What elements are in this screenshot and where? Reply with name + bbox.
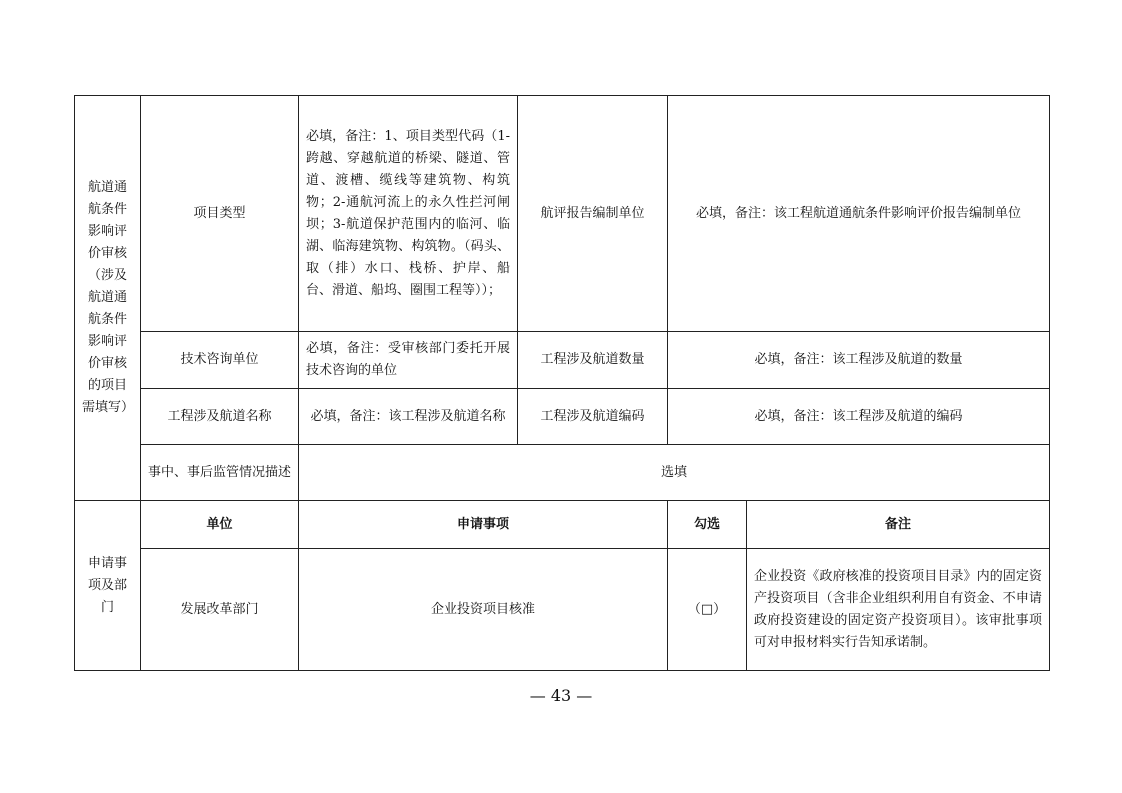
field-report-unit-label: 航评报告编制单位 <box>518 96 668 332</box>
header-unit: 单位 <box>141 501 299 549</box>
checkbox-cell[interactable]: （□） <box>668 549 747 671</box>
cell-remark: 企业投资《政府核准的投资项目目录》内的固定资产投资项目（含非企业组织利用自有资金、不申请政府投资建设的固定资产投资项目）。该审批事项可对申报材料实行告知承诺制。 <box>747 549 1050 671</box>
page-number: — 43 — <box>529 686 593 705</box>
category-waterway-review: 航道通航条件影响评价审核（涉及航道通航条件影响评价审核的项目需填写） <box>75 96 141 501</box>
header-matter: 申请事项 <box>299 501 668 549</box>
table-row <box>75 549 1050 671</box>
field-consult-unit-label: 技术咨询单位 <box>141 332 299 389</box>
table-row <box>75 389 1050 445</box>
cell-unit: 发展改革部门 <box>141 549 299 671</box>
field-supervision-note: 选填 <box>299 445 1050 501</box>
table-header-row <box>75 501 1050 549</box>
field-waterway-name-label: 工程涉及航道名称 <box>141 389 299 445</box>
field-project-type-note: 必填，备注：1、项目类型代码（1-跨越、穿越航道的桥梁、隧道、管道、渡槽、缆线等建筑物、构筑物；2-通航河流上的永久性拦河闸坝；3-航道保护范围内的临河、临湖、临海建筑物、构筑物。（码头、取（排）水口、栈桥、护岸、船台、滑道、船坞、圈围工程等））； <box>299 96 518 332</box>
application-form-table <box>74 95 1050 671</box>
table-row <box>75 332 1050 389</box>
field-waterway-code-note: 必填，备注：该工程涉及航道的编码 <box>668 389 1050 445</box>
field-report-unit-note: 必填，备注：该工程航道通航条件影响评价报告编制单位 <box>668 96 1050 332</box>
category-application-dept: 申请事项及部门 <box>75 501 141 671</box>
field-project-type-label: 项目类型 <box>141 96 299 332</box>
field-waterway-name-note: 必填，备注：该工程涉及航道名称 <box>299 389 518 445</box>
field-consult-unit-note: 必填，备注：受审核部门委托开展技术咨询的单位 <box>299 332 518 389</box>
field-waterway-count-note: 必填，备注：该工程涉及航道的数量 <box>668 332 1050 389</box>
cell-matter: 企业投资项目核准 <box>299 549 668 671</box>
header-check: 勾选 <box>668 501 747 549</box>
field-waterway-count-label: 工程涉及航道数量 <box>518 332 668 389</box>
field-supervision-label: 事中、事后监管情况描述 <box>141 445 299 501</box>
header-remark: 备注 <box>747 501 1050 549</box>
field-waterway-code-label: 工程涉及航道编码 <box>518 389 668 445</box>
table-row <box>75 445 1050 501</box>
table-row <box>75 96 1050 332</box>
